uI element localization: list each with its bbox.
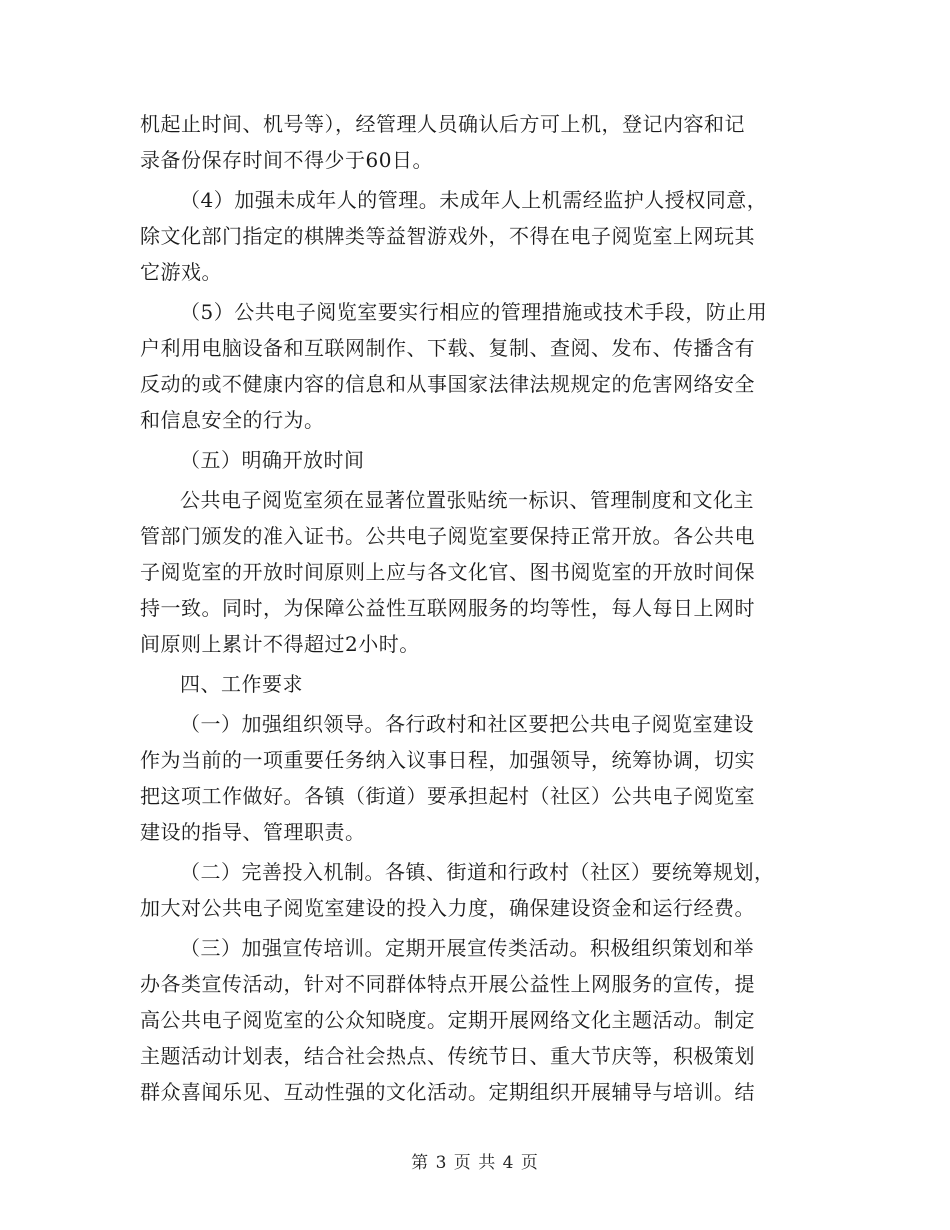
text-line: 和信息安全的行为。 bbox=[140, 408, 325, 432]
text-line: 子阅览室的开放时间原则上应与各文化官、图书阅览室的开放时间保 bbox=[140, 560, 755, 584]
section-heading: （五）明确开放时间 bbox=[180, 448, 365, 472]
text-line: 户利用电脑设备和互联网制作、下载、复制、查阅、发布、传播含有 bbox=[140, 336, 755, 360]
paragraph-first-line: 公共电子阅览室须在显著位置张贴统一标识、管理制度和文化主 bbox=[180, 488, 754, 512]
text-line: 高公共电子阅览室的公众知晓度。定期开展网络文化主题活动。制定 bbox=[140, 1008, 755, 1032]
paragraph-first-line: （二）完善投入机制。各镇、街道和行政村（社区）要统筹规划， bbox=[180, 860, 775, 884]
text-line: 间原则上累计不得超过2小时。 bbox=[140, 632, 420, 656]
text-line: 管部门颁发的准入证书。公共电子阅览室要保持正常开放。各公共电 bbox=[140, 524, 755, 548]
text-line: 它游戏。 bbox=[140, 260, 222, 284]
text-line: 反动的或不健康内容的信息和从事国家法律法规规定的危害网络安全 bbox=[140, 372, 755, 396]
text-line: 除文化部门指定的棋牌类等益智游戏外，不得在电子阅览室上网玩其 bbox=[140, 224, 755, 248]
text-line: 把这项工作做好。各镇（街道）要承担起村（社区）公共电子阅览室 bbox=[140, 784, 755, 808]
paragraph-first-line: （4）加强未成年人的管理。未成年人上机需经监护人授权同意， bbox=[180, 188, 768, 212]
document-body bbox=[140, 106, 815, 1110]
text-line: 群众喜闻乐见、互动性强的文化活动。定期组织开展辅导与培训。结 bbox=[140, 1080, 755, 1104]
text-line: 机起止时间、机号等），经管理人员确认后方可上机，登记内容和记 bbox=[140, 112, 745, 136]
paragraph-first-line: （一）加强组织领导。各行政村和社区要把公共电子阅览室建设 bbox=[180, 712, 754, 736]
text-line: 加大对公共电子阅览室建设的投入力度，确保建设资金和运行经费。 bbox=[140, 896, 755, 920]
page-footer: 第 3 页 共 4 页 bbox=[411, 1153, 539, 1173]
paragraph-first-line: （三）加强宣传培训。定期开展宣传类活动。积极组织策划和举 bbox=[180, 936, 754, 960]
text-line: 建设的指导、管理职责。 bbox=[140, 820, 366, 844]
text-line: 主题活动计划表，结合社会热点、传统节日、重大节庆等，积极策划 bbox=[140, 1044, 755, 1068]
paragraph-first-line: （5）公共电子阅览室要实行相应的管理措施或技术手段，防止用 bbox=[180, 300, 768, 324]
chapter-heading: 四、工作要求 bbox=[180, 672, 303, 696]
text-line: 作为当前的一项重要任务纳入议事日程，加强领导，统筹协调，切实 bbox=[140, 748, 755, 772]
text-line: 持一致。同时，为保障公益性互联网服务的均等性，每人每日上网时 bbox=[140, 596, 755, 620]
text-line: 录备份保存时间不得少于60日。 bbox=[140, 148, 433, 172]
text-line: 办各类宣传活动，针对不同群体特点开展公益性上网服务的宣传，提 bbox=[140, 972, 755, 996]
